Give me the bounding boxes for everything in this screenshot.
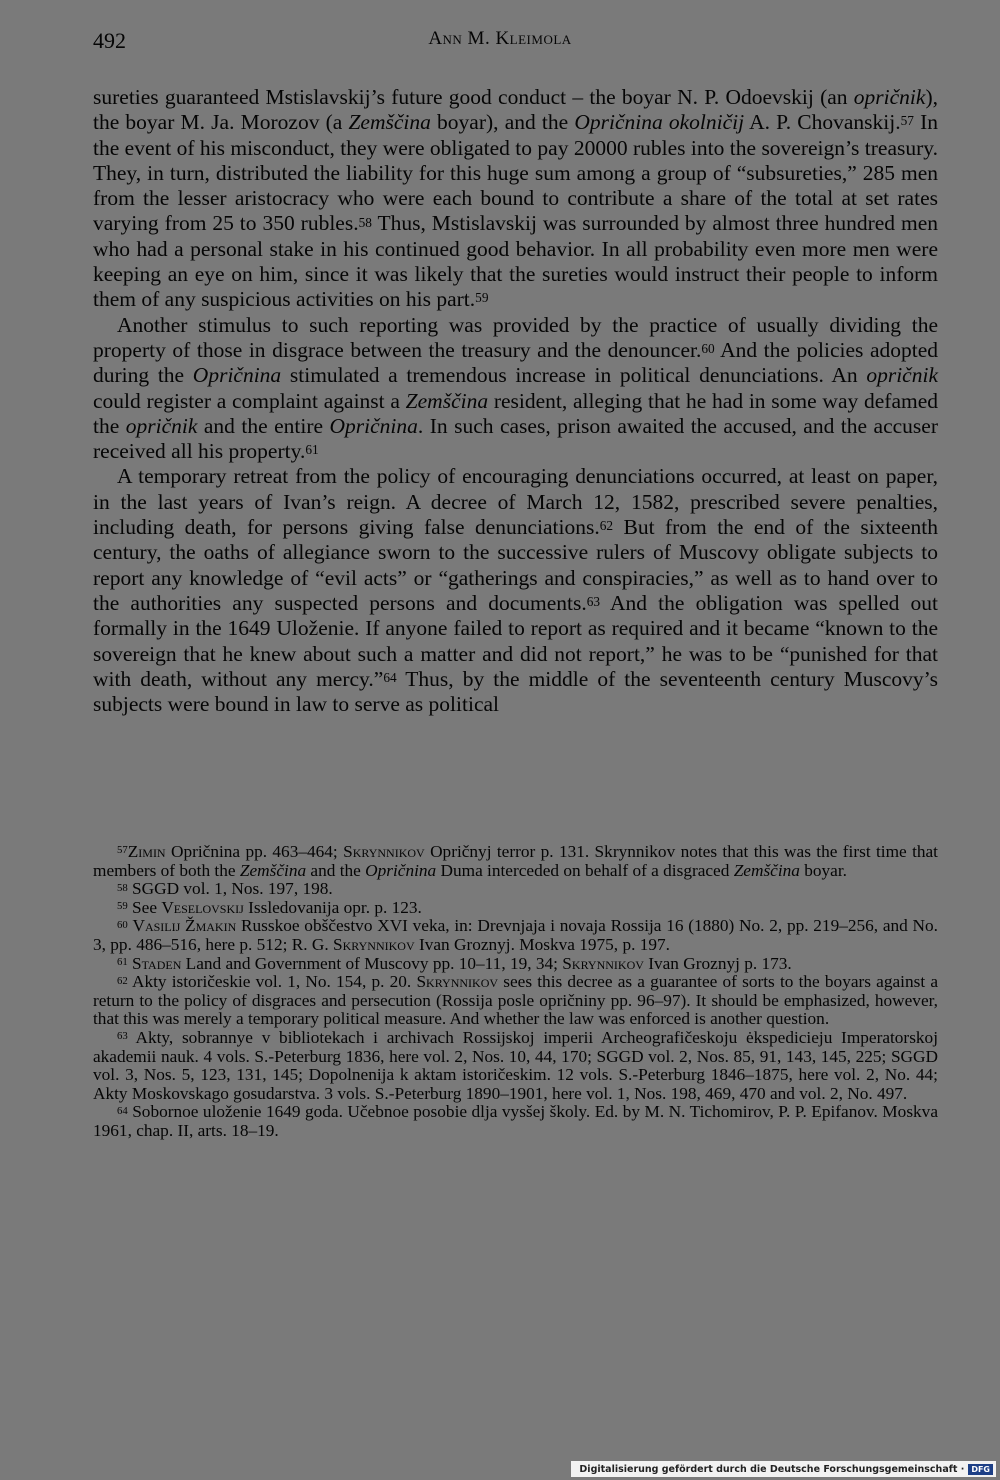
footnote-text: sees this decree as a guarantee of sorts to the boyars against a return to the policy of disgraces and persecution (Rossija posle opričniny pp. 96–97). It should be emphasized, however, that this was merely a temporary political measure. And whether the law was enforced is another question.: [93, 972, 938, 1029]
footnote-text: Skrynnikov: [333, 934, 415, 954]
dfg-funding-note: Digitalisierung gefördert durch die Deutsche Forschungsgemeinschaft ·: [579, 1463, 965, 1475]
paragraph-2: Another stimulus to such reporting was provided by the practice of usually dividing the property of those in disgrace between the treasury and the denouncer.$^{60}$ And the policies adopted during the Opričnina stimulated a tremendous increase in political denunciations. An opričnik could register a complaint against a Zemščina resident, alleging that he had in some way defamed the opričnik and the entire Opričnina. In such cases, prison awaited the accused, and the accuser received all his property.$^{61}$: [93, 312, 939, 464]
dfg-logo: DFG: [968, 1464, 993, 1475]
footnote-text: Opričnina pp. 463–464;: [165, 842, 344, 861]
footnote-text: Vasilij Žmakin: [132, 916, 237, 936]
paragraph-3: A temporary retreat from the policy of encouraging denunciations occurred, at least on paper, in the last years of Ivan’s reign. A decree of March 12, 1582, prescribed severe penalties, including death, for persons giving false denunciations.$^{62}$ But from the end of the sixteenth century, the oaths of allegiance sworn to the successive rulers of Muscovy obligate subjects to report any knowledge of “evil acts” or “gatherings and conspiracies,” as well as to hand over to the authorities any suspected persons and documents.$^{63}$ And the obligation was spelled out formally in the 1649 Uloženie. If anyone failed to report as required and it became “known to the sovereign that he knew about such a matter and did not report,” he was to be “punished for that with death, without any mercy.”$^{64}$ Thus, by the middle of the seventeenth century Muscovy’s subjects were bound in law to serve as political: [93, 464, 938, 717]
footnote: [93, 917, 938, 954]
footnote-text: Akty, sobrannye v bibliotekach i archivach Rossijskoj imperii Archeografičeskoju ėkspedicieju Imperatorskoj akademii nauk. 4 vols. S.-Peterburg 1836, here vol. 2, Nos. 10, 44, 170; SGGD vol. 2, Nos. 85, 91, 143, 145, 225; SGGD vol. 3, Nos. 5, 123, 131, 145; Dopolnenija k aktam istoričeskim. 12 vols. S.-Peterburg 1846–1875, here vol. 2, No. 44; Akty Moskovskago gosudarstva. 3 vols. S.-Peterburg 1890–1901, here vol. 1, Nos. 198, 469, 470 and vol. 2, No. 497.: [93, 1027, 938, 1103]
footnotes: [93, 843, 938, 1141]
footnote-text: boyar.: [799, 860, 847, 880]
footnote-text: SGGD vol. 1, Nos. 197, 198.: [127, 879, 333, 899]
footnote-text: Zimin: [127, 842, 166, 861]
footnote-number: 61: [117, 955, 128, 968]
footnote-ref: 63: [586, 593, 601, 609]
footnote-ref: 62: [599, 518, 614, 534]
running-head: Ann M. Kleimola: [428, 28, 572, 49]
footnote-ref: 61: [305, 442, 319, 458]
footnote-number: 57: [117, 844, 128, 857]
footnote-number: 59: [117, 900, 128, 913]
footnote-text: Issledovanija opr. p. 123.: [243, 897, 422, 917]
footnote-ref: 58: [358, 214, 372, 230]
footnote-text: See: [127, 897, 162, 917]
footnote-text: Staden: [132, 953, 182, 973]
footnote-text: Akty istoričeskie vol. 1, No. 154, p. 20.: [127, 972, 417, 992]
footnote: [93, 973, 938, 1029]
footnote-text: Ivan Groznyj p. 173.: [643, 953, 792, 973]
footnote-text: Russkoe obščestvo XVI veka, in: Drevnjaja i novaja Rossija 16 (1880) No. 2, pp. 219–256, and No. 3, pp. 486–516, here p. 512; R. G.: [93, 916, 938, 954]
footnote: [93, 899, 938, 918]
footnote-number: 64: [117, 1104, 128, 1117]
footnote-text: Zemščina: [239, 860, 307, 880]
footnote-text: Sobornoe uloženie 1649 goda. Učebnoe posobie dlja vysšej školy. Ed. by M. N. Tichomirov, P. P. Epifanov. Moskva 1961, chap. II, arts. 18–19.: [93, 1102, 938, 1140]
footnote-number: 62: [117, 974, 128, 987]
footnote-text: Zemščina: [733, 860, 800, 880]
page-number: 492: [93, 28, 126, 53]
footnote-ref: 57: [900, 113, 914, 129]
footnote-ref: 60: [701, 340, 715, 356]
footnote: [93, 1103, 938, 1140]
footnote-text: Ivan Groznyj. Moskva 1975, p. 197.: [414, 934, 670, 954]
footnote: [93, 843, 938, 880]
footnote-ref: 64: [383, 669, 397, 685]
footnote-text: Skrynnikov: [343, 842, 425, 861]
footnote-number: 63: [117, 1030, 128, 1043]
footnote-number: 60: [117, 918, 128, 931]
footnote-text: Skrynnikov: [562, 953, 644, 973]
footnote-number: 58: [117, 881, 128, 894]
paragraph-1: sureties guaranteed Mstislavskij’s future good conduct – the boyar N. P. Odoevskij (an opričnik), the boyar M. Ja. Morozov (a Zemščina boyar), and the Opričnina okolničij A. P. Chovanskij.$^{57}$ In the event of his misconduct, they were obligated to pay 20000 rubles into the sovereign’s treasury. They, in turn, distributed the liability for this huge sum among a group of “subsureties,” 285 men from the lesser aristocracy who were each bound to contribute a share of the total at set rates varying from 25 to 350 rubles.$^{58}$ Thus, Mstislavskij was surrounded by almost three hundred men who had a personal stake in his continued good behavior. In all probability even more men were keeping an eye on him, since it was likely that the sureties would instruct their people to inform them of any suspicious activities on his part.$^{59}$: [93, 85, 938, 312]
footnote-text: Skrynnikov: [416, 972, 499, 992]
dfg-footer: [571, 1461, 996, 1477]
footnote: [93, 880, 938, 899]
footnote: [93, 955, 938, 974]
footnote-text: Duma interceded on behalf of a disgraced: [436, 860, 734, 880]
footnote-text: and the: [306, 860, 366, 880]
footnote-text: Land and Government of Muscovy pp. 10–11, 19, 34;: [181, 953, 563, 973]
body-text: [93, 85, 938, 717]
footnote-text: Veselovskij: [161, 897, 244, 917]
footnote-text: Opričnyj terror p. 131. Skrynnikov notes that this was the first time that members of both the: [93, 842, 938, 880]
footnote-text: Opričnina: [365, 860, 437, 880]
footnote-ref: 59: [475, 290, 489, 306]
footnote: [93, 1029, 938, 1103]
